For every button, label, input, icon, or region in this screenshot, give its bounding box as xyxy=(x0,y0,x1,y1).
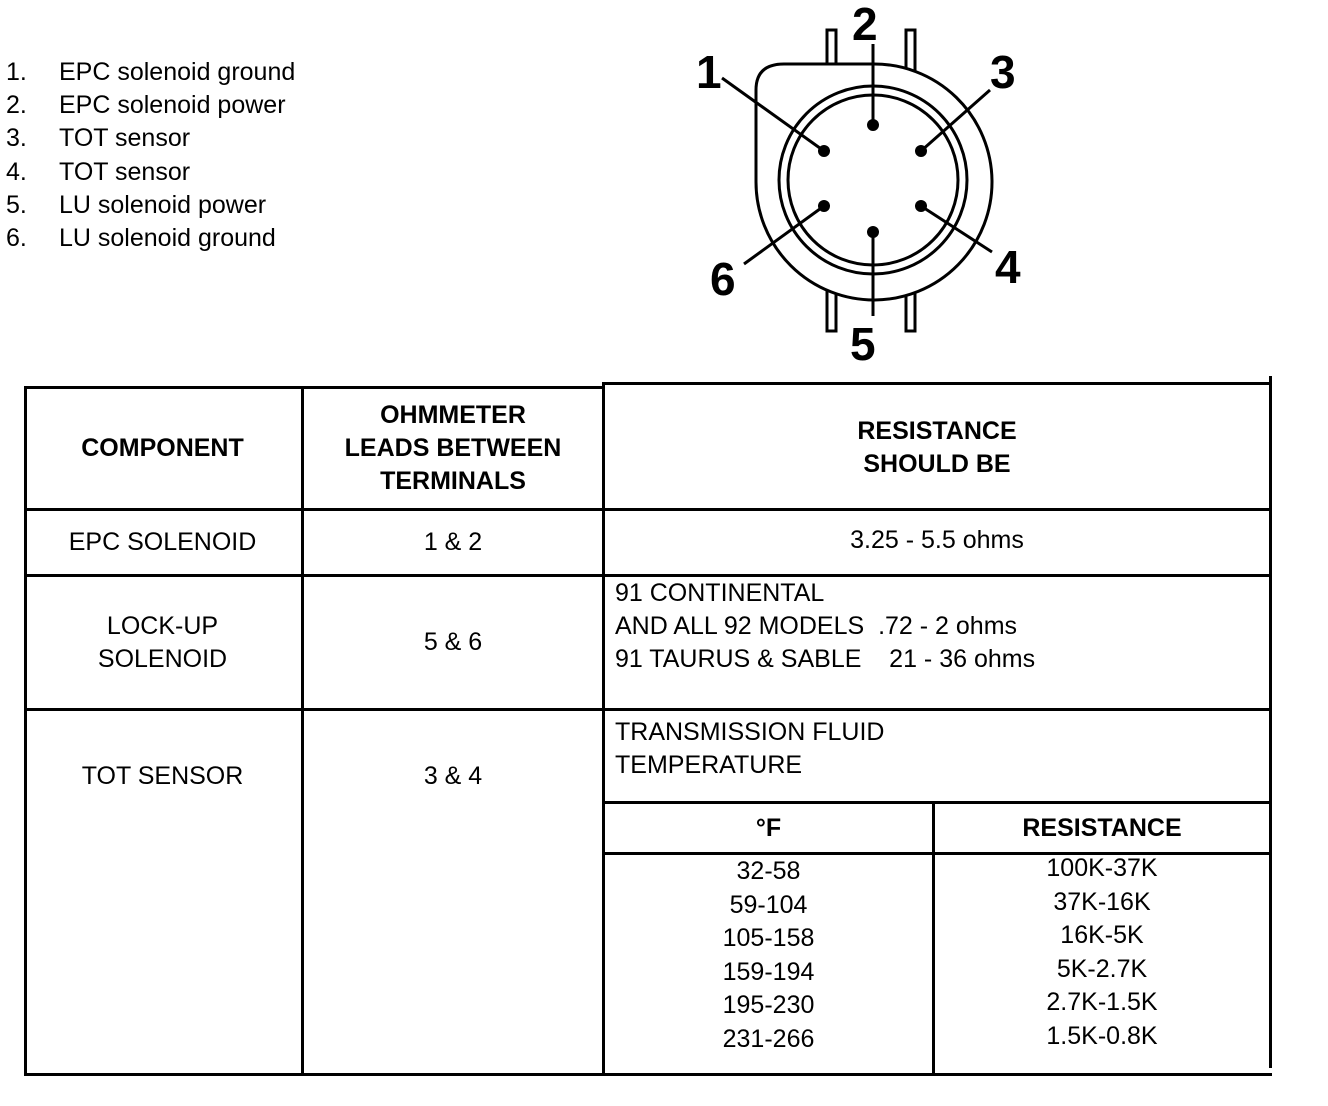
resistance-spec-table xyxy=(24,376,1272,1076)
tot-temp-value: 159-194 xyxy=(722,957,815,986)
header-component-text: COMPONENT xyxy=(81,433,244,462)
tot-terminals-text: 3 & 4 xyxy=(423,761,483,790)
legend-label: EPC solenoid ground xyxy=(59,58,296,86)
pin-5-label: 5 xyxy=(850,318,876,370)
header-leads xyxy=(304,388,602,508)
tot-heading xyxy=(605,716,1269,796)
header-leads-line: LEADS BETWEEN xyxy=(344,433,562,462)
legend-label: TOT sensor xyxy=(59,157,191,186)
table-border xyxy=(1269,376,1272,1068)
pin-1-label: 1 xyxy=(696,46,722,98)
epc-component-text: EPC SOLENOID xyxy=(68,528,257,556)
header-leads-line: OHMMETER xyxy=(380,400,526,429)
lockup-terminals xyxy=(304,577,602,708)
lockup-component-line: LOCK-UP xyxy=(106,611,219,640)
tot-resistance-value: 100K-37K xyxy=(1046,854,1158,882)
legend-number: 6. xyxy=(6,223,27,252)
pin-2-label: 2 xyxy=(852,0,878,50)
epc-terminals xyxy=(304,511,602,574)
epc-component xyxy=(24,511,301,574)
tot-terminals xyxy=(304,746,602,806)
table-border xyxy=(602,382,1272,385)
tot-temp-value: 231-266 xyxy=(722,1024,815,1053)
table-border xyxy=(24,1073,1272,1076)
tot-temp-value: 32-58 xyxy=(736,857,801,885)
legend-label: EPC solenoid power xyxy=(59,91,286,120)
header-resistance-line: SHOULD BE xyxy=(863,450,1011,478)
pin-4-label: 4 xyxy=(995,241,1021,293)
lockup-component xyxy=(24,577,301,708)
epc-terminals-text: 1 & 2 xyxy=(423,528,483,556)
tot-component-text: TOT SENSOR xyxy=(81,761,244,790)
tot-temp-list xyxy=(605,855,932,1056)
header-resistance xyxy=(605,388,1269,508)
legend-label: TOT sensor xyxy=(59,124,191,153)
legend-label: LU solenoid ground xyxy=(59,223,276,252)
lockup-resistance-line: 91 TAURUS & SABLE 21 - 36 ohms xyxy=(615,645,1036,673)
pin-3-label: 3 xyxy=(990,46,1016,98)
tot-resistance-value: 37K-16K xyxy=(1053,887,1151,916)
pin-6-label: 6 xyxy=(710,253,736,305)
lockup-resistance xyxy=(605,577,1269,708)
tot-col-temp-header xyxy=(605,804,932,852)
legend-label: LU solenoid power xyxy=(59,190,267,219)
legend-number: 4. xyxy=(6,157,27,186)
header-leads-line: TERMINALS xyxy=(380,466,526,495)
tot-temp-value: 59-104 xyxy=(729,890,808,919)
connector-tab xyxy=(906,30,915,72)
header-component xyxy=(24,388,301,508)
lockup-resistance-line: AND ALL 92 MODELS .72 - 2 ohms xyxy=(615,612,1018,640)
legend-number: 3. xyxy=(6,124,27,153)
tot-component xyxy=(24,746,301,806)
legend-number: 5. xyxy=(6,190,27,219)
tot-temp-value: 195-230 xyxy=(722,991,815,1019)
tot-col-resistance-text: RESISTANCE xyxy=(1022,813,1182,842)
tot-resistance-list xyxy=(935,852,1269,1053)
tot-resistance-value: 1.5K-0.8K xyxy=(1046,1021,1158,1050)
tot-resistance-value: 5K-2.7K xyxy=(1056,954,1148,983)
epc-resistance-text: 3.25 - 5.5 ohms xyxy=(850,525,1024,554)
tot-heading-line: TRANSMISSION FLUID xyxy=(615,718,885,746)
legend-number: 2. xyxy=(6,91,27,120)
tot-col-resistance-header xyxy=(935,804,1269,852)
tot-heading-line: TEMPERATURE xyxy=(615,751,803,779)
row-divider xyxy=(24,708,1272,711)
connector-diagram xyxy=(690,0,1050,370)
tot-resistance-value: 16K-5K xyxy=(1060,921,1144,949)
tot-temp-value: 105-158 xyxy=(722,924,815,952)
legend-number: 1. xyxy=(6,58,27,86)
epc-resistance xyxy=(605,511,1269,569)
tot-col-temp-text: °F xyxy=(755,813,782,842)
header-resistance-line: RESISTANCE xyxy=(857,417,1017,445)
tot-resistance-value: 2.7K-1.5K xyxy=(1046,988,1158,1016)
lockup-terminals-text: 5 & 6 xyxy=(423,628,483,656)
lockup-component-line: SOLENOID xyxy=(97,644,228,673)
lockup-resistance-line: 91 CONTINENTAL xyxy=(615,579,825,607)
